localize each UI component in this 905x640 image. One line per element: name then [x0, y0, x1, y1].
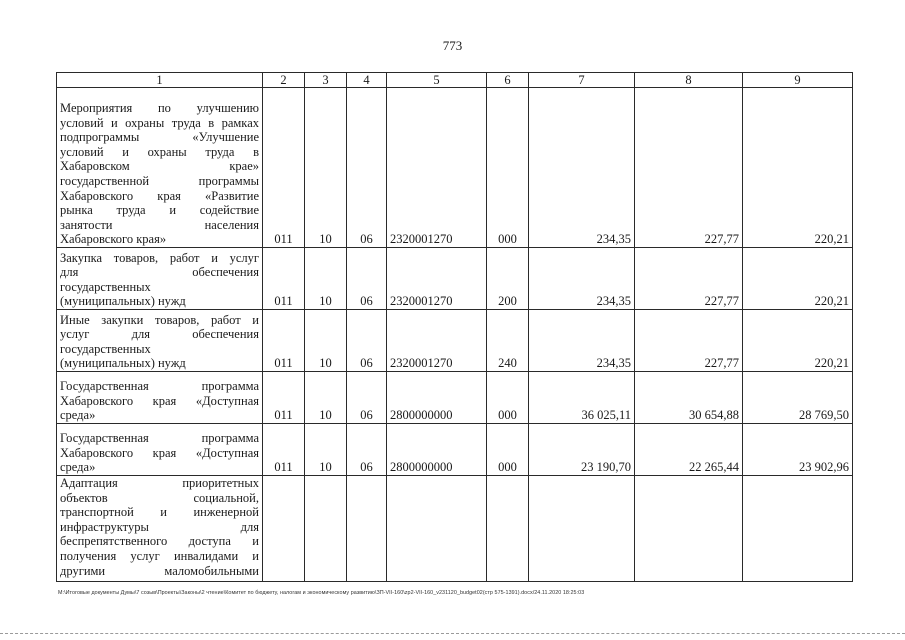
item-name-line: (муниципальных) нужд [60, 294, 186, 309]
expense-type-cell: 000 [487, 372, 529, 424]
item-name-line: Мероприятия по улучшению [60, 101, 259, 116]
item-name-line: (муниципальных) нужд [60, 356, 186, 371]
item-name-line: условий и охраны труда в [60, 144, 259, 159]
amount-2021-cell: 234,35 [529, 88, 635, 248]
table-row [57, 310, 853, 372]
amount-2023-cell [743, 476, 853, 582]
ministry-code-cell: 011 [263, 88, 305, 248]
item-name-line: государственной программы [60, 174, 259, 189]
item-name-line: получения услуг инвалидами и [60, 548, 259, 563]
item-name-line: Государственная программа [60, 379, 259, 394]
column-number: 1 [57, 73, 263, 88]
section-code-cell: 10 [305, 248, 347, 310]
section-code-cell: 10 [305, 424, 347, 476]
amount-2022-cell: 227,77 [635, 248, 743, 310]
subsection-code-cell [347, 476, 387, 582]
scan-edge-line [0, 633, 905, 634]
target-article-cell: 2320001270 [387, 248, 487, 310]
subsection-code-cell: 06 [347, 372, 387, 424]
subsection-code-cell: 06 [347, 248, 387, 310]
subsection-code-cell: 06 [347, 88, 387, 248]
amount-2022-cell: 22 265,44 [635, 424, 743, 476]
amount-2021-cell [529, 476, 635, 582]
amount-2021-cell: 234,35 [529, 248, 635, 310]
ministry-code-cell: 011 [263, 310, 305, 372]
amount-2023-cell: 220,21 [743, 88, 853, 248]
item-name-line: Хабаровского края «Развитие [60, 188, 259, 203]
amount-2023-cell: 23 902,96 [743, 424, 853, 476]
expense-type-cell: 240 [487, 310, 529, 372]
item-name-line: транспортной и инженерной [60, 505, 259, 520]
section-code-cell: 10 [305, 310, 347, 372]
amount-2021-cell: 23 190,70 [529, 424, 635, 476]
item-name-line: государственных [60, 279, 151, 294]
item-name-line: государственных [60, 341, 151, 356]
target-article-cell: 2800000000 [387, 424, 487, 476]
amount-2022-cell: 30 654,88 [635, 372, 743, 424]
page-number: 773 [442, 38, 463, 53]
ministry-code-cell: 011 [263, 424, 305, 476]
target-article-cell: 2320001270 [387, 88, 487, 248]
column-number-row [57, 73, 853, 88]
ministry-code-cell: 011 [263, 248, 305, 310]
target-article-cell: 2800000000 [387, 372, 487, 424]
amount-2021-cell: 234,35 [529, 310, 635, 372]
item-name-line: Государственная программа [60, 431, 259, 446]
column-number: 2 [263, 73, 305, 88]
table-row [57, 476, 853, 582]
target-article-cell: 2320001270 [387, 310, 487, 372]
section-code-cell: 10 [305, 88, 347, 248]
budget-table [56, 72, 853, 582]
item-name-line: беспрепятственного доступа и [60, 534, 259, 549]
amount-2022-cell: 227,77 [635, 88, 743, 248]
item-name-line: Хабаровского края» [60, 232, 167, 247]
column-number: 7 [529, 73, 635, 88]
expense-type-cell: 200 [487, 248, 529, 310]
expense-type-cell: 000 [487, 88, 529, 248]
item-name-cell [57, 476, 263, 582]
item-name-line: Закупка товаров, работ и услуг [60, 250, 259, 265]
item-name-line: Хабаровского края «Доступная [60, 393, 259, 408]
expense-type-cell [487, 476, 529, 582]
amount-2021-cell: 36 025,11 [529, 372, 635, 424]
item-name-line: инфраструктуры для [60, 519, 259, 534]
column-number: 6 [487, 73, 529, 88]
target-article-cell [387, 476, 487, 582]
item-name-line: занятости населения [60, 217, 259, 232]
item-name-cell [57, 310, 263, 372]
table-row [57, 424, 853, 476]
table-row [57, 88, 853, 248]
table-row [57, 372, 853, 424]
amount-2022-cell: 227,77 [635, 310, 743, 372]
column-number: 4 [347, 73, 387, 88]
item-name-line: Иные закупки товаров, работ и [60, 312, 259, 327]
amount-2023-cell: 220,21 [743, 248, 853, 310]
ministry-code-cell [263, 476, 305, 582]
item-name-line: для обеспечения [60, 265, 259, 280]
item-name-cell [57, 248, 263, 310]
item-name-line: объектов социальной, [60, 490, 259, 505]
item-name-cell [57, 424, 263, 476]
subsection-code-cell: 06 [347, 310, 387, 372]
column-number: 9 [743, 73, 853, 88]
item-name-cell [57, 88, 263, 248]
item-name-cell [57, 372, 263, 424]
section-code-cell [305, 476, 347, 582]
item-name-line: другими маломобильными [60, 563, 259, 578]
file-path-footer: M:\Итоговые документы Думы\7 созыв\Проекты\Законы\2 чтение\Комитет по бюджету, налогам и экономическому развитию\ЗП-VII-160\zp2-VII-160_v231120_budget02(стр 575-1391).docx/24.11.2020 18:25:03 [58, 590, 585, 596]
item-name-line: среда» [60, 408, 96, 423]
item-name-line: условий и охраны труда в рамках [60, 115, 259, 130]
subsection-code-cell: 06 [347, 424, 387, 476]
item-name-line: рынка труда и содействие [60, 203, 259, 218]
column-number: 5 [387, 73, 487, 88]
table-row [57, 248, 853, 310]
item-name-line: Хабаровском крае» [60, 159, 259, 174]
item-name-line: среда» [60, 460, 96, 475]
amount-2023-cell: 28 769,50 [743, 372, 853, 424]
item-name-line: Хабаровского края «Доступная [60, 445, 259, 460]
amount-2022-cell [635, 476, 743, 582]
item-name-line: Адаптация приоритетных [60, 476, 259, 490]
item-name-line: подпрограммы «Улучшение [60, 130, 259, 145]
column-number: 8 [635, 73, 743, 88]
column-number: 3 [305, 73, 347, 88]
expense-type-cell: 000 [487, 424, 529, 476]
amount-2023-cell: 220,21 [743, 310, 853, 372]
item-name-line: услуг для обеспечения [60, 327, 259, 342]
section-code-cell: 10 [305, 372, 347, 424]
ministry-code-cell: 011 [263, 372, 305, 424]
